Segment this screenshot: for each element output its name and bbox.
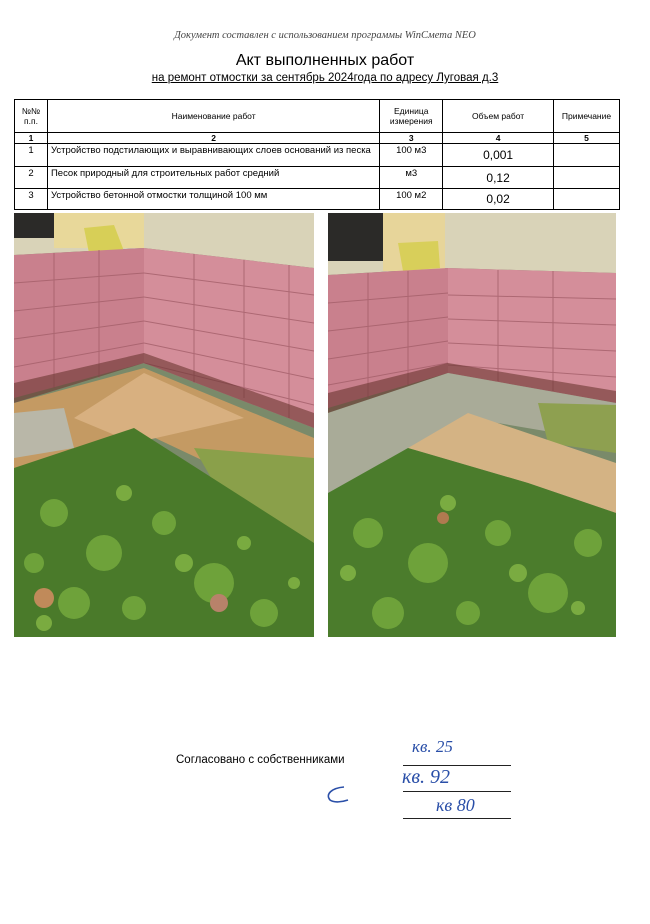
row-work-name: Устройство подстилающих и выравнивающих слоев оснований из песка [47, 144, 379, 167]
works-table [14, 99, 620, 210]
row-number: 2 [15, 167, 48, 189]
col-number: 2 [47, 133, 379, 144]
row-number: 1 [15, 144, 48, 167]
header-note: Документ составлен с использованием программы WinСмета NEO [174, 30, 476, 41]
table-row [15, 189, 620, 210]
signature-mark [322, 784, 352, 806]
handwritten-apartment: кв. 92 [402, 766, 451, 788]
row-note [553, 167, 619, 189]
col-number: 5 [553, 133, 619, 144]
page-subtitle: на ремонт отмостки за сентябрь 2024года по адресу Луговая д.3 [151, 72, 499, 84]
col-header-number: №№ п.п. [15, 100, 48, 133]
row-note [553, 189, 619, 210]
row-note [553, 144, 619, 167]
row-unit: м3 [380, 167, 443, 189]
row-unit: 100 м3 [380, 144, 443, 167]
col-number: 4 [443, 133, 554, 144]
handwritten-apartment: кв 80 [436, 795, 475, 815]
approval-label: Согласовано с собственниками [176, 754, 345, 766]
col-number: 3 [380, 133, 443, 144]
row-volume: 0,02 [443, 189, 554, 210]
row-work-name: Устройство бетонной отмостки толщиной 100 мм [47, 189, 379, 210]
row-number: 3 [15, 189, 48, 210]
photo-after [328, 213, 616, 637]
signature-line [403, 791, 511, 792]
signature-line [403, 818, 511, 819]
col-header-volume: Объем работ [443, 100, 554, 133]
table-header-row [15, 100, 620, 133]
page-title: Акт выполненных работ [235, 52, 415, 69]
row-volume: 0,001 [443, 144, 554, 167]
photo-before [14, 213, 314, 637]
col-number: 1 [15, 133, 48, 144]
table-row [15, 144, 620, 167]
col-header-name: Наименование работ [47, 100, 379, 133]
handwritten-apartment: кв. 25 [412, 737, 453, 756]
row-work-name: Песок природный для строительных работ средний [47, 167, 379, 189]
row-volume: 0,12 [443, 167, 554, 189]
col-header-note: Примечание [553, 100, 619, 133]
row-unit: 100 м2 [380, 189, 443, 210]
table-row [15, 167, 620, 189]
col-header-unit: Единица измерения [380, 100, 443, 133]
column-number-row [15, 133, 620, 144]
